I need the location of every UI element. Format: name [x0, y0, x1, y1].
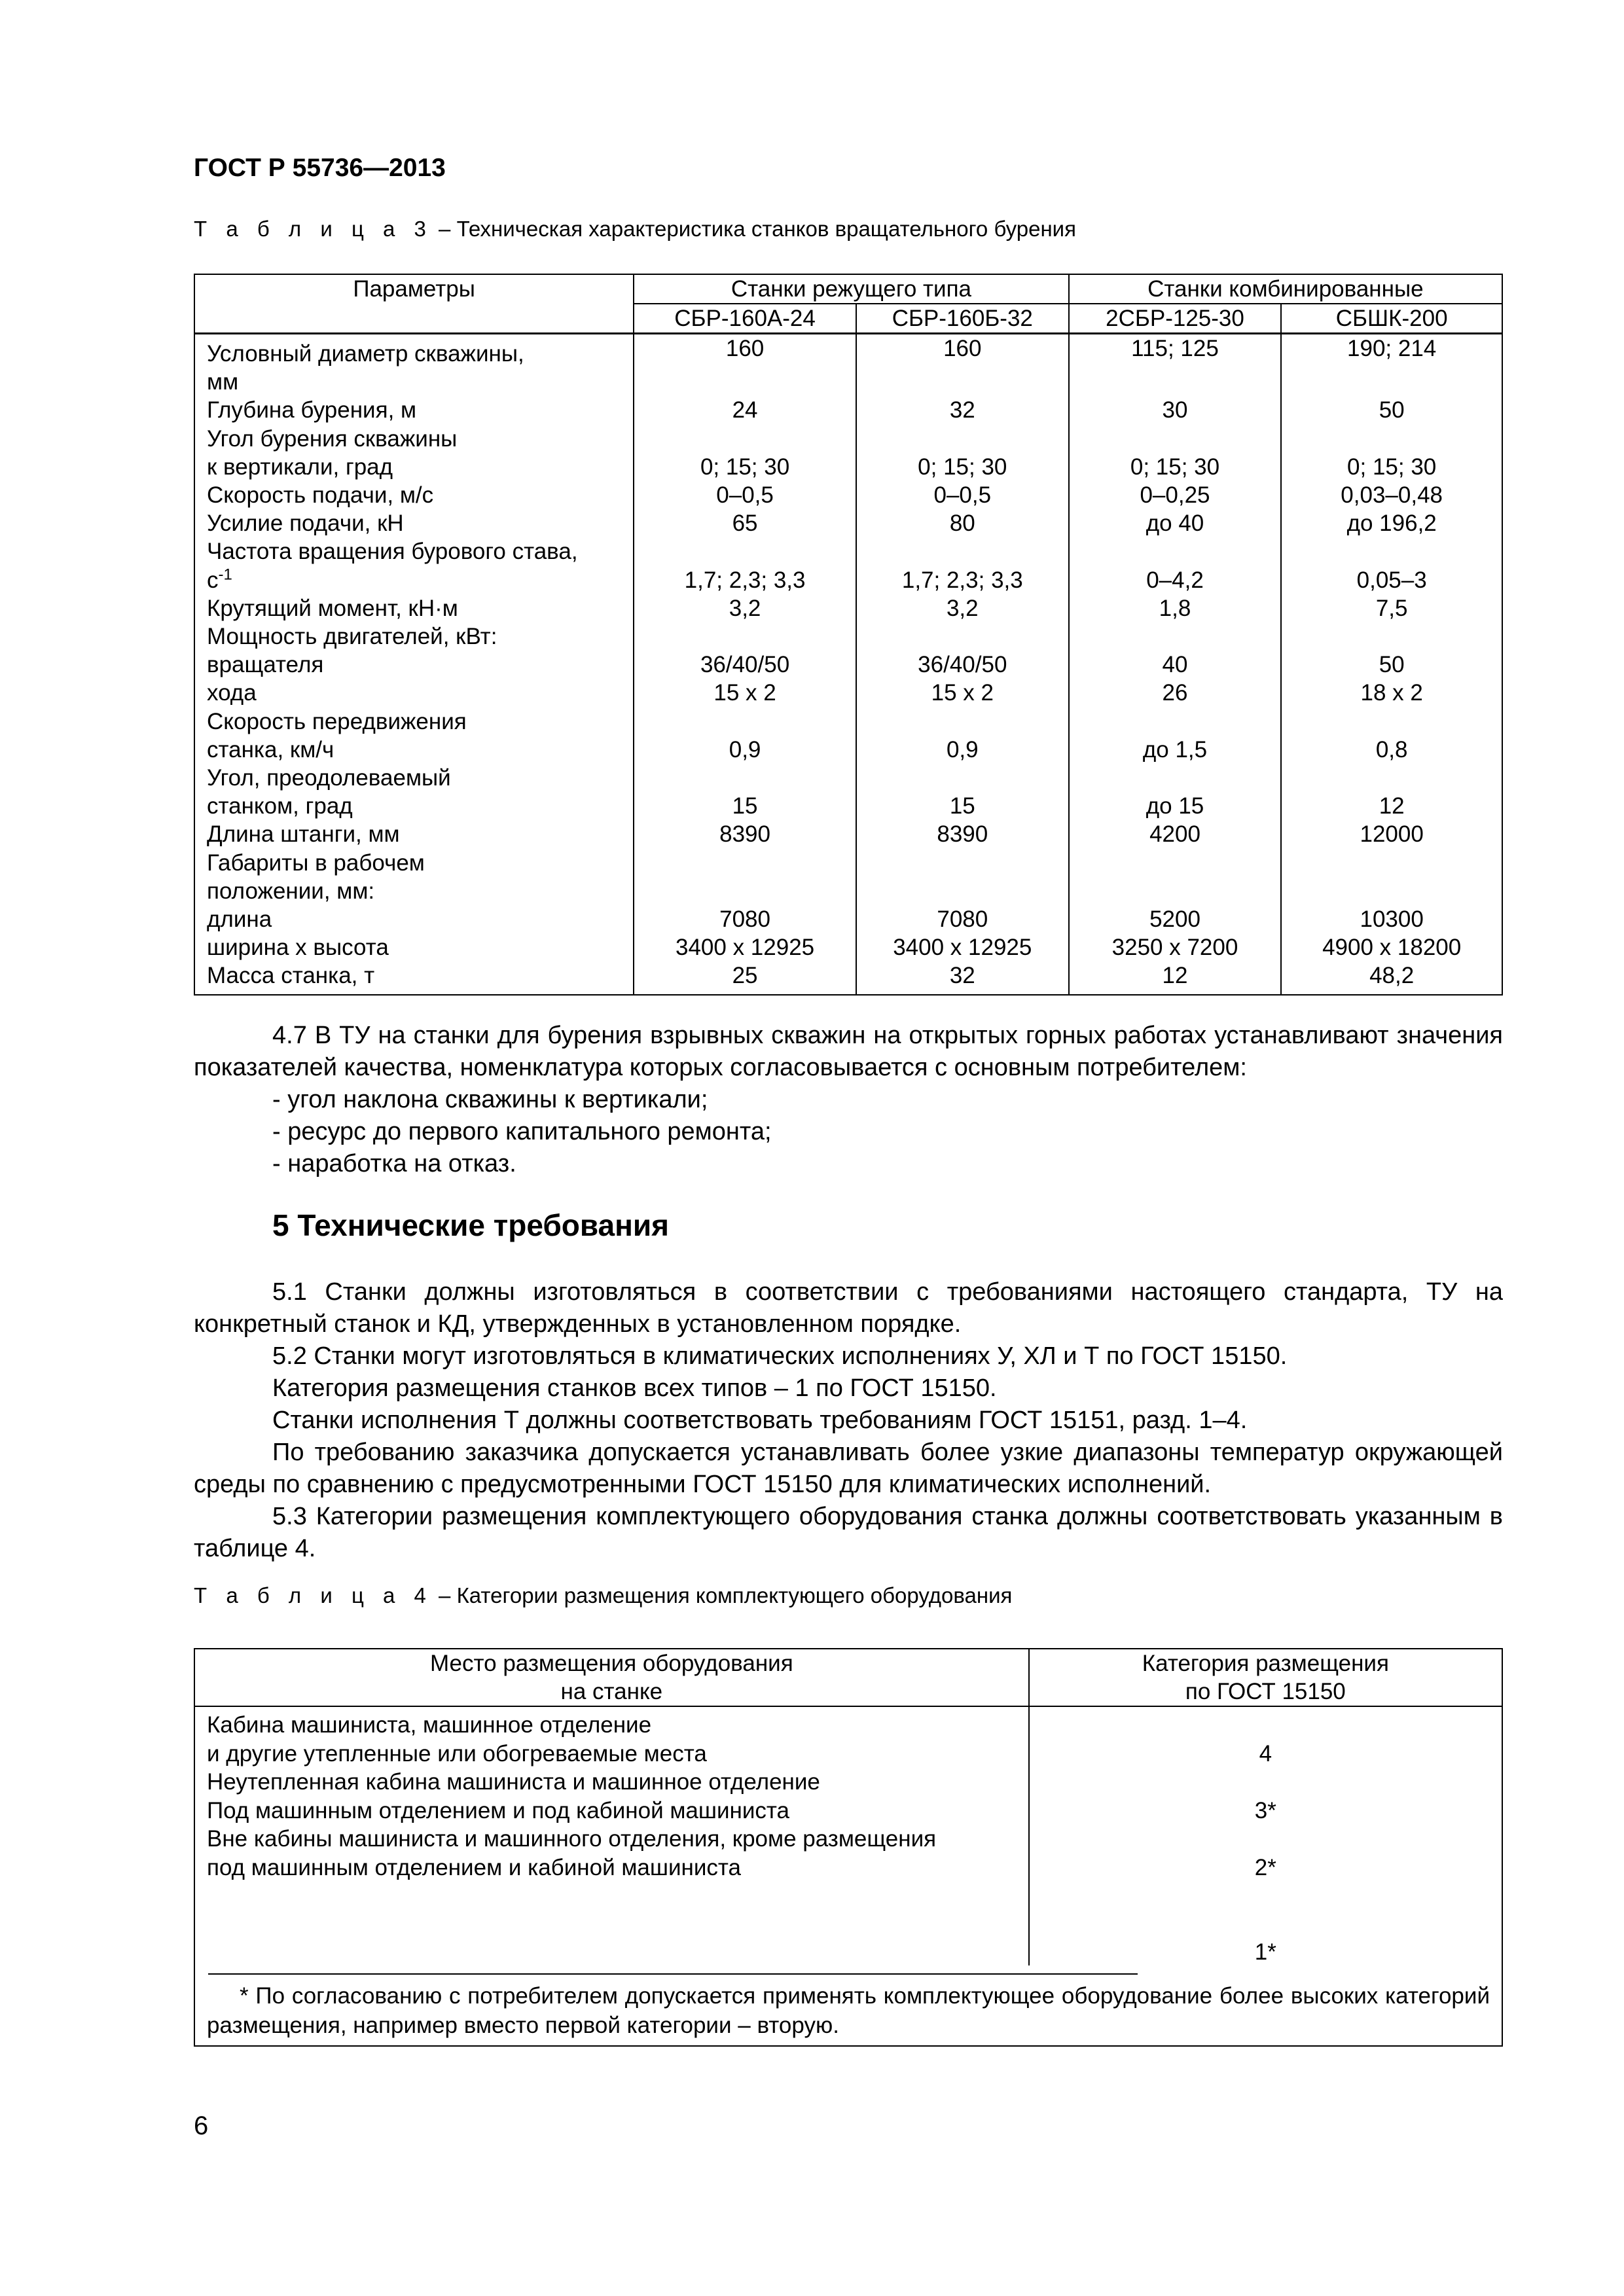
table3-value: 0–4,2: [1069, 537, 1282, 594]
table3-value: 3400 х 12925: [856, 933, 1069, 961]
table4-footnote-text: * По согласованию с потребителем допускается применять комплектующее оборудование более высоких категорий размещения, например вместо первой категории – вторую.: [207, 1983, 1490, 2038]
table3-value: [634, 622, 856, 651]
table3-param: Скорость передвижения станка, км/ч: [194, 708, 634, 764]
table3-row: [194, 905, 1502, 933]
table3-value: 10300: [1281, 905, 1502, 933]
table3-value: 3400 х 12925: [634, 933, 856, 961]
table3-param: Угол бурения скважины к вертикали, град: [194, 425, 634, 481]
table3-value: [856, 622, 1069, 651]
table3-model-3: 2СБР-125-30: [1069, 304, 1282, 334]
table3-row: [194, 933, 1502, 961]
table3-value: 0–0,25: [1069, 481, 1282, 509]
table3-value: 0; 15; 30: [856, 425, 1069, 481]
table3-value: 0,03–0,48: [1281, 481, 1502, 509]
table3-value: 12: [1069, 961, 1282, 994]
table3-value: 36/40/50: [634, 651, 856, 679]
table3-param: Усилие подачи, кН: [194, 509, 634, 537]
table3-value: 65: [634, 509, 856, 537]
table3-value: 8390: [634, 820, 856, 848]
section-5-paragraph: По требованию заказчика допускается устанавливать более узкие диапазоны температур окружающей среды по сравнению с предусмотренными ГОСТ 15150 для климатических исполнений.: [194, 1439, 1503, 1498]
table3-value: 15: [634, 764, 856, 820]
table3-value: 0–0,5: [634, 481, 856, 509]
section-4-7-item: - ресурс до первого капитального ремонта;: [272, 1118, 772, 1145]
table3-row: [194, 764, 1502, 820]
table3-value: 7080: [634, 905, 856, 933]
table3-row: [194, 849, 1502, 905]
table3-value: [856, 849, 1069, 905]
table3-value: [634, 849, 856, 905]
table3-header-parameters: Параметры: [194, 274, 634, 334]
table3-value: 8390: [856, 820, 1069, 848]
section-4-7-item: - угол наклона скважины к вертикали;: [272, 1086, 708, 1113]
table3-row: [194, 820, 1502, 848]
table3-model-4: СБШК-200: [1281, 304, 1502, 334]
table3-value: [1281, 849, 1502, 905]
table3-param: Глубина бурения, м: [194, 396, 634, 424]
table3-row: [194, 334, 1502, 397]
table3-param: Скорость подачи, м/с: [194, 481, 634, 509]
table3-row: [194, 425, 1502, 481]
table3-value: [1069, 622, 1282, 651]
table3-value: 3,2: [634, 594, 856, 622]
table3-value: 1,8: [1069, 594, 1282, 622]
table3-value: 0,05–3: [1281, 537, 1502, 594]
table3-value: 18 х 2: [1281, 679, 1502, 707]
table4-header-place: Место размещения оборудования на станке: [194, 1649, 1029, 1706]
table3-row: [194, 594, 1502, 622]
table3-param: Мощность двигателей, кВт:: [194, 622, 634, 651]
table3-value: 32: [856, 396, 1069, 424]
table3-param: Длина штанги, мм: [194, 820, 634, 848]
table3-value: 5200: [1069, 905, 1282, 933]
table4-category-value: 3*: [1254, 1798, 1276, 1823]
table3-param: ширина х высота: [194, 933, 634, 961]
table3-value: 30: [1069, 396, 1282, 424]
table3-param: длина: [194, 905, 634, 933]
table3-caption-text: – Техническая характеристика станков вращательного бурения: [432, 217, 1076, 241]
table3-row: [194, 961, 1502, 994]
table3-param: Частота вращения бурового става, $с^{-1}$: [194, 537, 634, 594]
table3-value: 0; 15; 30: [1281, 425, 1502, 481]
section-5-paragraph: Категория размещения станков всех типов – 1 по ГОСТ 15150.: [272, 1374, 997, 1402]
table3-value: до 196,2: [1281, 509, 1502, 537]
table4: [194, 1648, 1503, 2047]
table3-caption: [194, 215, 1076, 243]
table3-value: 160: [634, 334, 856, 397]
table3-header-cutting: Станки режущего типа: [634, 274, 1068, 304]
document-header: ГОСТ Р 55736—2013: [194, 154, 446, 182]
table3-value: 1,7; 2,3; 3,3: [634, 537, 856, 594]
table3-value: 12: [1281, 764, 1502, 820]
table3-value: 25: [634, 961, 856, 994]
section-4-7-item: - наработка на отказ.: [272, 1150, 516, 1177]
table3: [194, 274, 1503, 996]
table3-value: 3250 х 7200: [1069, 933, 1282, 961]
table3-value: 115; 125: [1069, 334, 1282, 397]
table3-value: [1069, 849, 1282, 905]
table3-row: [194, 708, 1502, 764]
table3-value: 80: [856, 509, 1069, 537]
table3-value: 3,2: [856, 594, 1069, 622]
table3-value: 50: [1281, 396, 1502, 424]
table3-value: 0; 15; 30: [1069, 425, 1282, 481]
table3-value: 15 х 2: [634, 679, 856, 707]
table3-value: до 1,5: [1069, 708, 1282, 764]
section-5-paragraph: 5.2 Станки могут изготовляться в климатических исполнениях У, ХЛ и Т по ГОСТ 15150.: [272, 1342, 1288, 1370]
table3-param: Габариты в рабочем положении, мм:: [194, 849, 634, 905]
table3-row: [194, 679, 1502, 707]
table3-header-combined: Станки комбинированные: [1069, 274, 1502, 304]
table3-value: 15 х 2: [856, 679, 1069, 707]
table3-value: 50: [1281, 651, 1502, 679]
section-5-paragraph: 5.3 Категории размещения комплектующего оборудования станка должны соответствовать указанным в таблице 4.: [194, 1503, 1503, 1562]
footnote-rule: [208, 1973, 1138, 1975]
table4-caption: [194, 1581, 1012, 1610]
table4-category-value: 1*: [1254, 1939, 1276, 1965]
table3-row: [194, 651, 1502, 679]
table3-value: 0; 15; 30: [634, 425, 856, 481]
table3-value: 12000: [1281, 820, 1502, 848]
table3-value: 0,8: [1281, 708, 1502, 764]
table3-value: 4200: [1069, 820, 1282, 848]
table3-value: 40: [1069, 651, 1282, 679]
table3-row: [194, 622, 1502, 651]
section-5-body: [194, 1276, 1503, 1565]
table3-param: Крутящий момент, кН·м: [194, 594, 634, 622]
table3-row: [194, 509, 1502, 537]
table3-param: вращателя: [194, 651, 634, 679]
page-number: 6: [194, 2111, 209, 2140]
table4-caption-text: – Категории размещения комплектующего оборудования: [432, 1583, 1013, 1607]
table3-value: 0,9: [856, 708, 1069, 764]
table3-row: [194, 396, 1502, 424]
table3-value: 160: [856, 334, 1069, 397]
table3-row: [194, 481, 1502, 509]
table4-category-value: 2*: [1254, 1855, 1276, 1880]
table3-model-2: СБР-160Б-32: [856, 304, 1069, 334]
table4-caption-prefix: Т а б л и ц а 4: [194, 1583, 433, 1607]
table3-value: 0–0,5: [856, 481, 1069, 509]
table3-param-superscript: -1: [218, 565, 232, 583]
table3-value: до 15: [1069, 764, 1282, 820]
table3-value: 7080: [856, 905, 1069, 933]
table3-value: 1,7; 2,3; 3,3: [856, 537, 1069, 594]
table3-value: 24: [634, 396, 856, 424]
table3-value: 190; 214: [1281, 334, 1502, 397]
section-4-7: [194, 1020, 1503, 1180]
table3-model-1: СБР-160А-24: [634, 304, 856, 334]
table3-value: [1281, 622, 1502, 651]
table3-row: [194, 537, 1502, 594]
table3-caption-prefix: Т а б л и ц а 3: [194, 217, 433, 241]
table3-value: 36/40/50: [856, 651, 1069, 679]
section-5-title: 5 Технические требования: [272, 1208, 669, 1242]
table3-param: Масса станка, т: [194, 961, 634, 994]
section-5-paragraph: Станки исполнения Т должны соответствовать требованиям ГОСТ 15151, разд. 1–4.: [272, 1407, 1248, 1434]
table3-value: 32: [856, 961, 1069, 994]
table3-value: 0,9: [634, 708, 856, 764]
table4-places: Кабина машиниста, машинное отделение и другие утепленные или обогреваемые места Неутепленная кабина машиниста и машинное отделение Под машинным отделением и под кабиной машиниста Вне кабины машиниста и машинного отделения, кроме размещения под машинным отделением и кабиной машиниста: [194, 1706, 1029, 1965]
table4-header-category: Категория размещения по ГОСТ 15150: [1029, 1649, 1502, 1706]
table4-category-value: 4: [1259, 1741, 1272, 1767]
table3-value: 7,5: [1281, 594, 1502, 622]
table3-param: хода: [194, 679, 634, 707]
table3-value: 4900 х 18200: [1281, 933, 1502, 961]
section-4-7-intro: 4.7 В ТУ на станки для бурения взрывных скважин на открытых горных работах устанавливают значения показателей качества, номенклатура которых согласовывается с основным потребителем:: [194, 1022, 1503, 1081]
section-5-paragraph: 5.1 Станки должны изготовляться в соответствии с требованиями настоящего стандарта, ТУ на конкретный станок и КД, утвержденных в установленном порядке.: [194, 1278, 1503, 1338]
table3-value: 15: [856, 764, 1069, 820]
table4-categories: [1029, 1706, 1502, 1965]
table3-value: 26: [1069, 679, 1282, 707]
table3-value: 48,2: [1281, 961, 1502, 994]
table3-param: Угол, преодолеваемый станком, град: [194, 764, 634, 820]
table3-value: до 40: [1069, 509, 1282, 537]
table3-param: Условный диаметр скважины, мм: [194, 334, 634, 397]
table4-footnote: [194, 1965, 1502, 2046]
